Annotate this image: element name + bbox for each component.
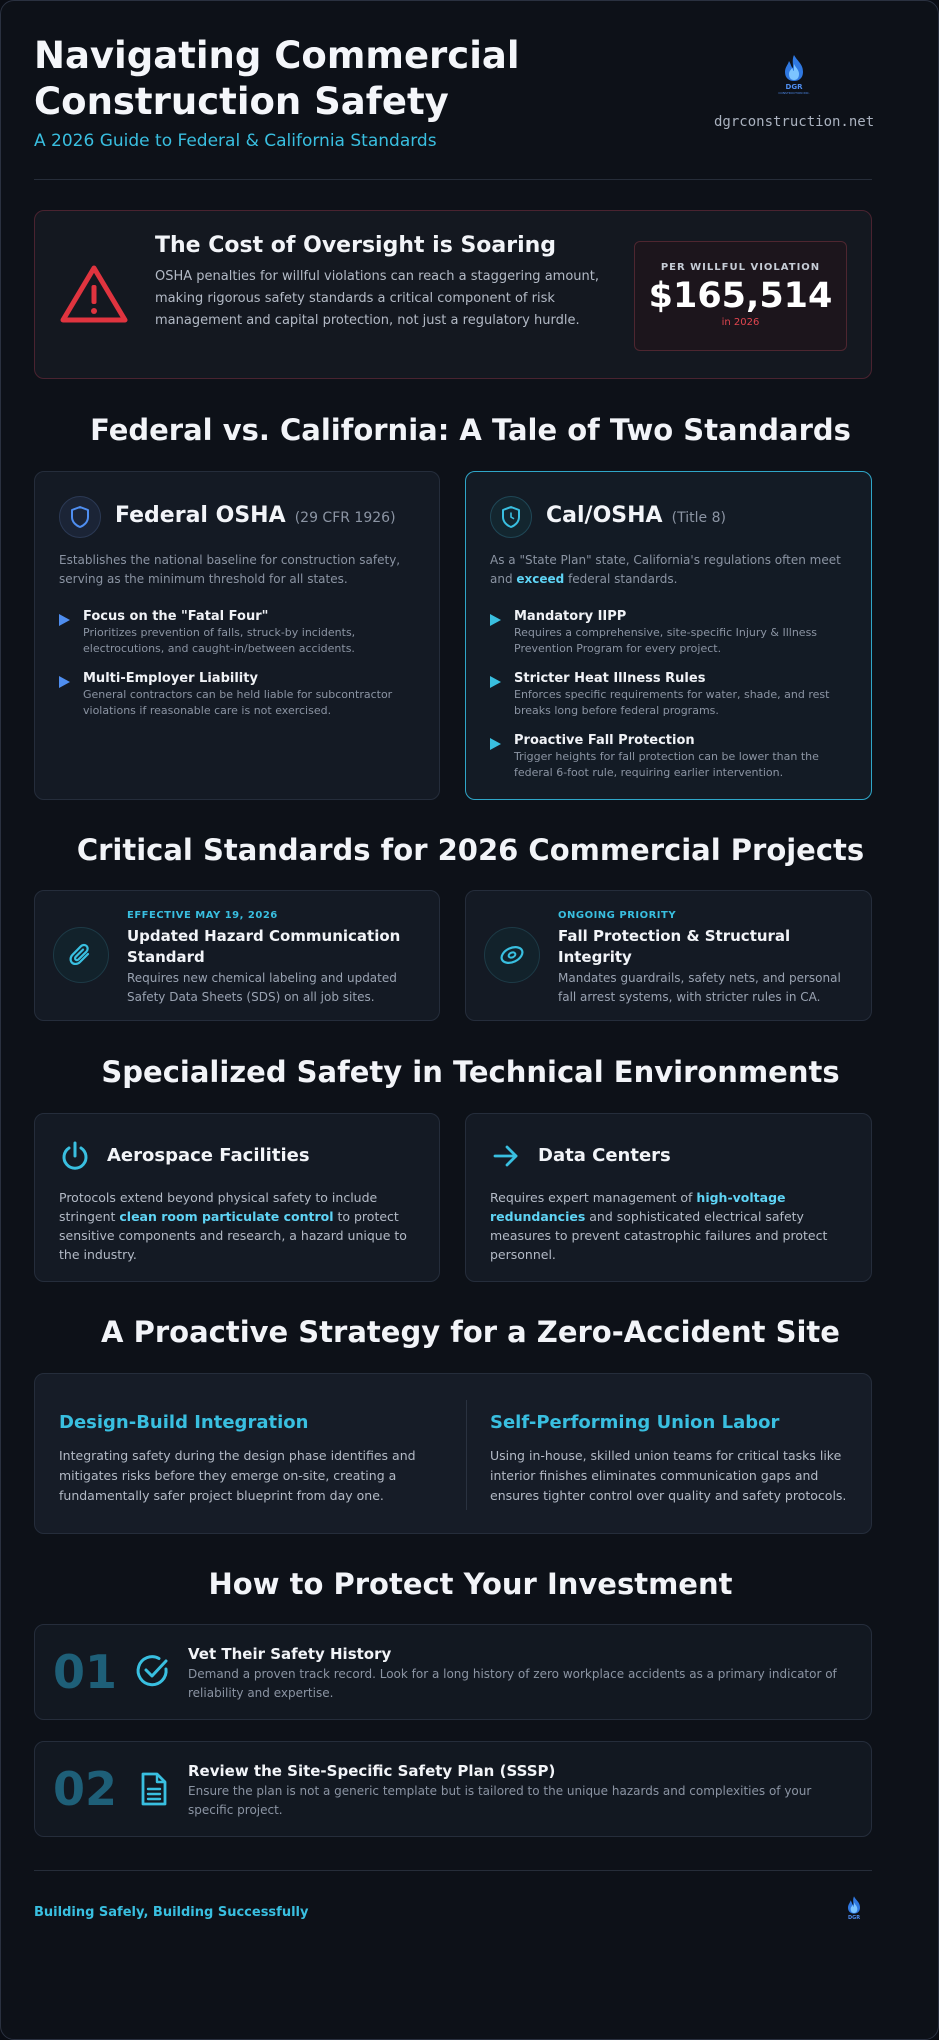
footer-divider: [34, 1870, 872, 1871]
safety-harness-icon: [498, 943, 526, 967]
paperclip-icon-wrap: [53, 927, 109, 983]
safety-ring-icon-wrap: [484, 927, 540, 983]
alert-body: OSHA penalties for willful violations can reach a staggering amount, making rigorous safety standards a critical component of risk management and capital protection, not just a regulatory hurdle.: [155, 269, 599, 328]
text-line: ensures tighter control over quality and safety protocols.: [490, 1488, 847, 1503]
text-line: fall arrest systems, with stricter rules in CA.: [558, 990, 821, 1004]
text-line: Demand a proven track record. Look for a long history of zero workplace accidents as a primary indicator of: [188, 1667, 837, 1681]
critical-card-hazcom: [34, 890, 440, 1021]
hazcom-tag: EFFECTIVE MAY 19, 2026: [127, 910, 278, 921]
redundancies-highlight: redundancies: [490, 1209, 586, 1224]
text-line: [59, 1207, 429, 1226]
design-build-title: Design-Build Integration: [59, 1412, 309, 1433]
federal-item-title: Multi-Employer Liability: [83, 671, 258, 686]
text-span: federal standards.: [564, 572, 678, 586]
penalty-stat-box: [634, 241, 847, 351]
fall-title: [558, 926, 790, 968]
title-line: Fall Protection & Structural: [558, 927, 791, 945]
text-line: Requires a comprehensive, site-specific Injury & Illness: [514, 626, 818, 639]
cal-item-text: [514, 749, 819, 781]
arrow-right-icon: [492, 1143, 520, 1169]
power-icon: [59, 1140, 91, 1172]
page-title: [34, 33, 520, 125]
protect-heading: How to Protect Your Investment: [208, 1567, 733, 1601]
footer-logo: [839, 1895, 869, 1921]
document-icon: [139, 1770, 169, 1808]
aerospace-title: Aerospace Facilities: [107, 1145, 310, 1166]
aerospace-card: [34, 1113, 440, 1282]
title-line: Updated Hazard Communication: [127, 927, 401, 945]
exceed-highlight: exceed: [516, 572, 565, 586]
datacenter-text: [490, 1188, 860, 1264]
cal-item-text: [514, 687, 829, 719]
text-line: Protocols extend beyond physical safety to include: [59, 1190, 378, 1205]
title-line: Standard: [127, 948, 205, 966]
text-line: Using in-house, skilled union teams for critical tasks like: [490, 1448, 842, 1463]
alert-card: [34, 210, 872, 379]
flame-logo-icon: [779, 53, 809, 83]
cal-code: (Title 8): [671, 510, 726, 526]
paperclip-icon: [68, 942, 94, 968]
page-title-line-2: Construction Safety: [34, 80, 449, 123]
federal-title: Federal OSHA: [115, 503, 286, 528]
text-line: Prevention Program for every project.: [514, 642, 722, 655]
fall-text: [558, 969, 841, 1007]
cal-item-title: Mandatory IIPP: [514, 609, 627, 624]
cal-osha-card: [465, 471, 872, 800]
text-line: Safety Data Sheets (SDS) on all job sites.: [127, 990, 375, 1004]
text-span: to protect: [333, 1209, 399, 1224]
cal-shield-icon-wrap: [490, 496, 532, 538]
penalty-stat-value: $165,514: [648, 276, 833, 316]
step-title: Vet Their Safety History: [188, 1645, 392, 1663]
cal-intro: [490, 551, 860, 589]
page-subtitle: A 2026 Guide to Federal & California Standards: [34, 131, 437, 151]
text-line: federal 6-foot rule, requiring earlier intervention.: [514, 766, 784, 779]
comparison-heading: Federal vs. California: A Tale of Two Standards: [90, 413, 851, 447]
federal-code: (29 CFR 1926): [294, 510, 396, 526]
text-line: Integrating safety during the design phase identifies and: [59, 1448, 416, 1463]
text-span: Requires expert management of: [490, 1190, 697, 1205]
text-line: reliability and expertise.: [188, 1686, 334, 1700]
critical-card-fall: [465, 890, 872, 1021]
design-build-text: [59, 1446, 416, 1506]
cal-intro-line-2: [490, 570, 860, 589]
text-line: Ensure the plan is not a generic template but is tailored to the unique hazards and complexities of your: [188, 1784, 812, 1798]
hazcom-text: [127, 969, 397, 1007]
federal-item-text: [83, 687, 392, 719]
step-text: [188, 1665, 837, 1703]
federal-title-row: [115, 503, 396, 528]
text-line: mitigates risks before they emerge on-site, creating a: [59, 1468, 397, 1483]
high-voltage-highlight: high-voltage: [696, 1190, 786, 1205]
text-line: breaks long before federal programs.: [514, 704, 719, 717]
text-line: [490, 1207, 860, 1226]
text-span: and sophisticated electrical safety: [585, 1209, 804, 1224]
text-line: measures to prevent catastrophic failures and protect: [490, 1228, 828, 1243]
chevron-right-icon: [490, 676, 501, 688]
chevron-right-icon: [59, 676, 70, 688]
text-line: [490, 1188, 860, 1207]
website-link[interactable]: dgrconstruction.net: [714, 114, 875, 130]
federal-osha-card: [34, 471, 440, 800]
text-line: Prioritizes prevention of falls, struck-by incidents,: [83, 626, 356, 639]
text-span: and: [490, 572, 517, 586]
cal-item-title: Stricter Heat Illness Rules: [514, 671, 706, 686]
datacenter-card: [465, 1113, 872, 1282]
cal-item-text: [514, 625, 817, 657]
text-line: Enforces specific requirements for water, shade, and rest: [514, 688, 830, 701]
strategy-heading: A Proactive Strategy for a Zero-Accident Site: [101, 1315, 840, 1349]
footer-logo-text: DGR: [847, 1915, 861, 1921]
shield-icon: [70, 506, 90, 528]
text-line: Trigger heights for fall protection can be lower than the: [514, 750, 819, 763]
text-line: electrocutions, and caught-in/between accidents.: [83, 642, 355, 655]
clean-room-highlight: clean room particulate control: [119, 1209, 334, 1224]
page-title-line-1: Navigating Commercial: [34, 34, 520, 77]
step-card: [34, 1741, 872, 1837]
union-labor-title: Self-Performing Union Labor: [490, 1412, 780, 1433]
text-line: personnel.: [490, 1247, 556, 1262]
datacenter-title: Data Centers: [538, 1145, 671, 1166]
hazcom-title: [127, 926, 400, 968]
shield-clock-icon: [501, 506, 521, 528]
federal-item-title: Focus on the "Fatal Four": [83, 609, 269, 624]
text-line: the industry.: [59, 1247, 137, 1262]
step-title: Review the Site-Specific Safety Plan (SSSP): [188, 1762, 556, 1780]
chevron-right-icon: [490, 614, 501, 626]
step-text: [188, 1782, 811, 1820]
step-number: 02: [53, 1762, 118, 1816]
header-divider: [34, 179, 872, 180]
critical-heading: Critical Standards for 2026 Commercial Projects: [76, 833, 865, 867]
step-card: [34, 1624, 872, 1720]
text-line: Requires new chemical labeling and updated: [127, 971, 397, 985]
warning-triangle-icon: [59, 263, 129, 325]
title-line: Integrity: [558, 948, 632, 966]
cal-intro-line-1: As a "State Plan" state, California's regulations often meet: [490, 553, 841, 567]
fall-tag: ONGOING PRIORITY: [558, 910, 677, 921]
logo-subtext: CONSTRUCTION INC.: [778, 91, 810, 95]
federal-item-text: [83, 625, 355, 657]
header-logo: [777, 53, 811, 103]
aerospace-text: [59, 1188, 429, 1264]
text-line: interior finishes eliminates communication gaps and: [490, 1468, 819, 1483]
text-line: violations if reasonable care is not exercised.: [83, 704, 332, 717]
cal-title: Cal/OSHA: [546, 503, 663, 528]
penalty-stat-year: in 2026: [721, 317, 760, 328]
text-line: Mandates guardrails, safety nets, and personal: [558, 971, 841, 985]
flame-logo-icon: [844, 1895, 864, 1915]
penalty-stat-label: PER WILLFUL VIOLATION: [660, 262, 821, 273]
strategy-divider: [466, 1400, 467, 1510]
chevron-right-icon: [490, 738, 501, 750]
alert-title: The Cost of Oversight is Soaring: [155, 233, 557, 258]
text-line: fundamentally safer project blueprint from day one.: [59, 1488, 384, 1503]
footer-tagline: Building Safely, Building Successfully: [34, 1905, 309, 1920]
text-span: stringent: [59, 1209, 120, 1224]
chevron-right-icon: [59, 614, 70, 626]
step-number: 01: [53, 1645, 118, 1699]
text-line: specific project.: [188, 1803, 283, 1817]
text-line: General contractors can be held liable for subcontractor: [83, 688, 393, 701]
union-labor-text: [490, 1446, 846, 1506]
federal-shield-icon-wrap: [59, 496, 101, 538]
cal-title-row: [546, 503, 726, 528]
technical-heading: Specialized Safety in Technical Environments: [101, 1055, 840, 1089]
strategy-card: [34, 1373, 872, 1534]
federal-intro: Establishes the national baseline for construction safety, serving as the minimum threshold for all states.: [59, 553, 401, 586]
cal-item-title: Proactive Fall Protection: [514, 733, 695, 748]
logo-text: DGR: [785, 83, 803, 91]
text-line: sensitive components and research, a hazard unique to: [59, 1228, 407, 1243]
check-circle-icon: [135, 1653, 171, 1689]
